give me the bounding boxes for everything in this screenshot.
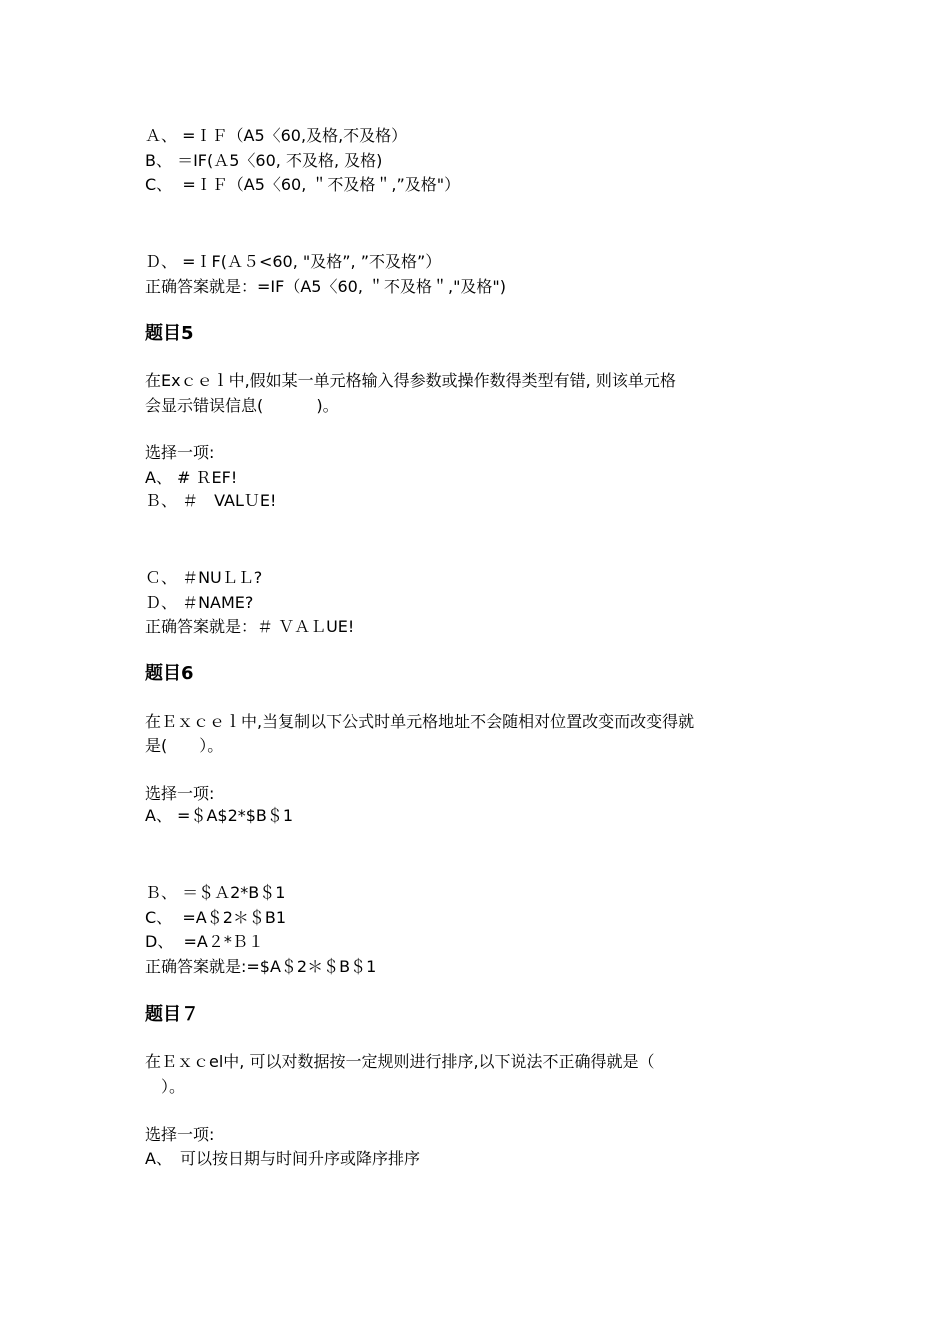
q7-option-a: A、 可以按日期与时间升序或降序排序 [145, 1149, 420, 1168]
q6-text-line2: 是( ）。 [145, 736, 224, 755]
q5-option-c: Ｃ、 ＃NUＬＬ? [145, 568, 263, 587]
q5-correct-answer: 正确答案就是：＃ ＶＡＬUE! [145, 617, 355, 636]
q5-option-b: Ｂ、 ＃ VALＵE! [145, 491, 277, 510]
q7-text-line1: 在Ｅｘｃel中, 可以对数据按一定规则进行排序,以下说法不正确得就是（ [145, 1052, 655, 1071]
q7-title: 题目７ [145, 1004, 199, 1025]
q7-text-line2: ）。 [145, 1077, 186, 1096]
q6-correct-answer: 正确答案就是:=$A＄2＊＄B＄1 [145, 957, 377, 976]
q5-text-line2: 会显示错误信息( )。 [145, 396, 339, 415]
q5-prompt: 选择一项: [145, 443, 215, 462]
q4-option-d: Ｄ、 =ＩF(Ａ５<60, "及格”, ”不及格”） [145, 252, 442, 271]
q5-title: 题目5 [145, 323, 194, 344]
q6-option-d: D、 =A２*Ｂ１ [145, 932, 264, 951]
q4-correct-answer: 正确答案就是：=IF（A5〈60, ＂不及格＂,"及格") [145, 277, 507, 296]
q6-title: 题目6 [145, 663, 194, 684]
q4-option-b: B、 ＝IF(Ａ5〈60, 不及格, 及格) [145, 151, 383, 170]
q6-option-b: Ｂ、 ＝＄Ａ2*B＄1 [145, 883, 286, 902]
q5-text-line1: 在Exｃｅｌ中,假如某一单元格输入得参数或操作数得类型有错, 则该单元格 [145, 371, 676, 390]
q4-option-a: Ａ、 =ＩＦ（A5〈60,及格,不及格） [145, 126, 408, 145]
q4-option-c: C、 =ＩＦ（A5〈60, ＂不及格＂,”及格"） [145, 175, 461, 194]
q6-text-line1: 在Ｅｘｃｅｌ中,当复制以下公式时单元格地址不会随相对位置改变而改变得就 [145, 712, 695, 731]
q6-option-a: A、 =＄A$2*$B＄1 [145, 806, 294, 825]
q7-prompt: 选择一项: [145, 1125, 215, 1144]
q5-option-d: Ｄ、 ＃NAME? [145, 593, 254, 612]
q6-option-c: C、 =A＄2＊＄B1 [145, 908, 287, 927]
q6-prompt: 选择一项: [145, 784, 215, 803]
q5-option-a: A、 # ＲEF! [145, 468, 238, 487]
